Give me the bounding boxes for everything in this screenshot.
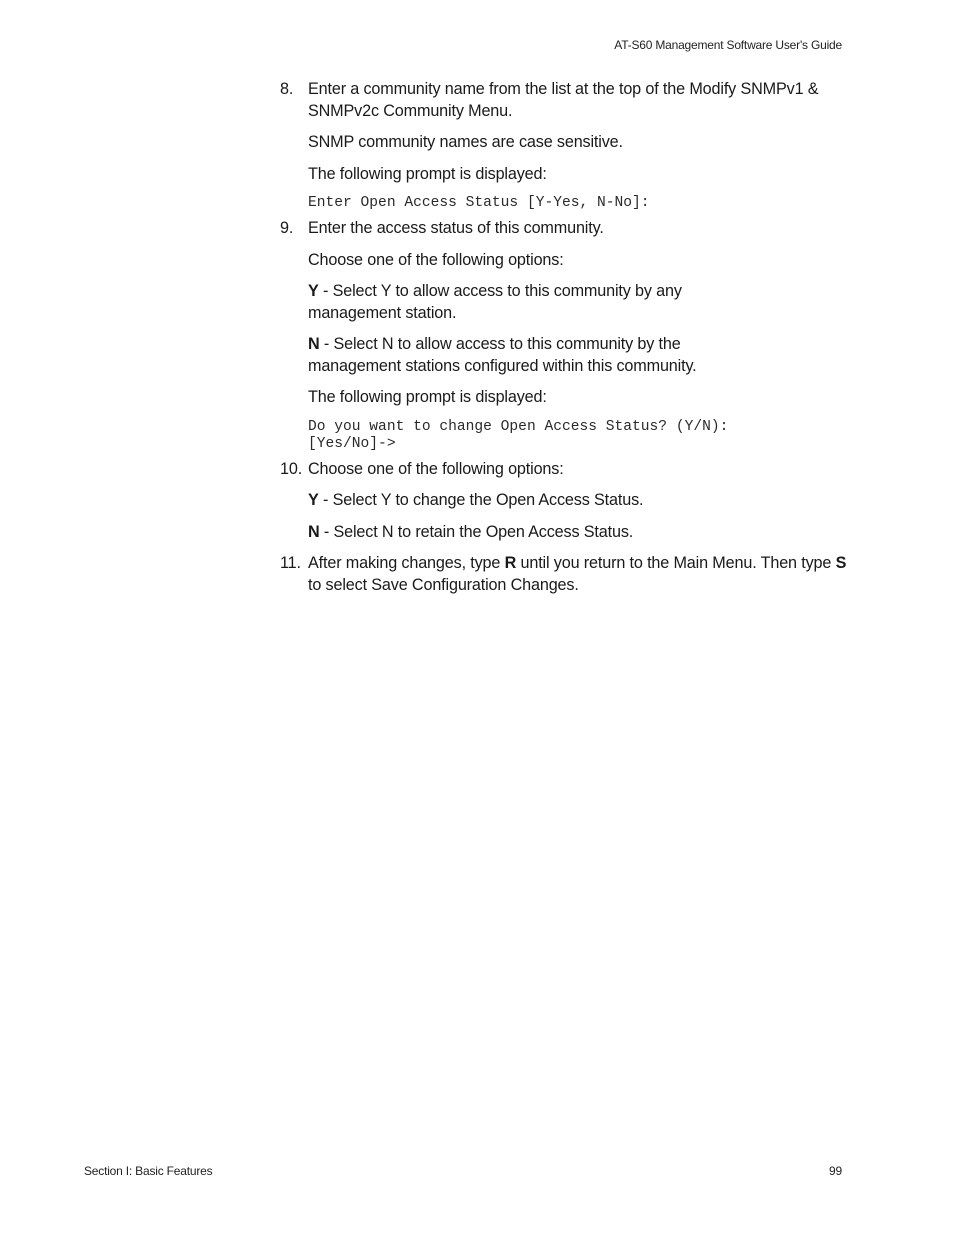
prompt-code: Do you want to change Open Access Status? (Y/N): [Yes/No]-> — [308, 418, 729, 452]
step-number: 8. — [280, 80, 294, 98]
step-text-part: to select Save Configuration Changes. — [308, 575, 579, 594]
step-note: SNMP community names are case sensitive. — [308, 133, 623, 151]
step-8 — [280, 79, 846, 212]
step-11 — [280, 553, 846, 596]
option-text: - Select Y to allow access to this community by any management station. — [308, 282, 682, 322]
step-text-part: After making changes, type — [308, 554, 505, 572]
step-note: The following prompt is displayed: — [308, 164, 547, 183]
option-item — [308, 334, 768, 377]
option-item — [308, 281, 738, 324]
step-number: 9. — [280, 219, 294, 237]
option-item — [308, 522, 846, 544]
step-text: Enter the access status of this community. — [308, 219, 604, 237]
option-key: N — [308, 335, 320, 353]
page-content — [280, 79, 846, 606]
step-note: The following prompt is displayed: — [308, 388, 547, 406]
step-number: 10. — [280, 459, 303, 478]
step-text-part: until you return to the Main Menu. Then type — [516, 554, 836, 572]
option-key: N — [308, 522, 320, 541]
option-text: - Select Y to change the Open Access Status. — [318, 491, 644, 509]
step-number: 11. — [280, 554, 301, 572]
running-header: AT-S60 Management Software User's Guide — [614, 38, 842, 52]
step-text — [308, 553, 848, 596]
option-item — [308, 490, 846, 512]
step-intro: Choose one of the following options: — [308, 250, 564, 269]
step-10 — [280, 459, 846, 544]
step-9 — [280, 218, 846, 453]
prompt-code: Enter Open Access Status [Y-Yes, N-No]: — [308, 195, 650, 211]
key-s: S — [835, 554, 847, 572]
option-key: Y — [308, 491, 319, 509]
key-r: R — [504, 554, 517, 572]
footer-section: Section I: Basic Features — [84, 1164, 213, 1178]
option-text: - Select N to retain the Open Access Status. — [319, 522, 634, 541]
step-text: Choose one of the following options: — [308, 459, 564, 478]
step-text: Enter a community name from the list at the top of the Modify SNMPv1 & SNMPv2c Community Menu. — [308, 80, 819, 120]
running-footer — [84, 1164, 842, 1178]
page-number: 99 — [829, 1164, 842, 1178]
option-text: - Select N to allow access to this community by the management stations configured within this community. — [308, 335, 697, 375]
option-key: Y — [308, 282, 319, 300]
